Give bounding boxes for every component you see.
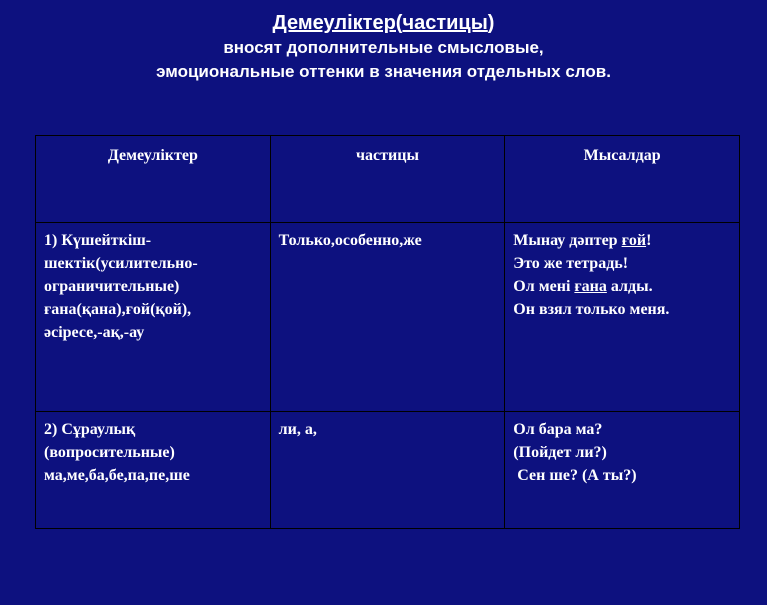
header-particles-kaz: Демеуліктер [36, 136, 271, 223]
subtitle-line-1: вносят дополнительные смысловые, [223, 38, 544, 57]
example-line: Сен ше? (А ты?) [513, 467, 637, 484]
cell-intensifying-type [36, 223, 271, 412]
cell-line: әсіресе,-ақ,-ау [44, 324, 145, 341]
cell-interrogative-type [36, 412, 271, 529]
title-part2: частицы [402, 12, 488, 34]
cell-line: 1) Күшейткіш- [44, 232, 152, 249]
example-line [513, 275, 731, 298]
table-row [36, 412, 740, 529]
cell-line: (вопросительные) [44, 444, 175, 461]
example-text: алды. [606, 278, 653, 295]
example-text: ! [646, 232, 652, 249]
cell-intensifying-particles: Только,особенно,же [270, 223, 505, 412]
header-particles-rus: частицы [270, 136, 505, 223]
header-examples: Мысалдар [505, 136, 740, 223]
example-line: Это же тетрадь! [513, 255, 629, 272]
example-line: Ол бара ма? [513, 421, 603, 438]
cell-interrogative-examples [505, 412, 740, 529]
title-part1: Демеуліктер( [272, 12, 403, 34]
title-part3: ) [487, 12, 495, 34]
example-line: (Пойдет ли?) [513, 444, 607, 461]
cell-line: шектік(усилительно- [44, 255, 198, 272]
example-text: Мынау дәптер [513, 232, 622, 249]
title-block [0, 10, 767, 84]
cell-line: ма,ме,ба,бе,па,пе,ше [44, 467, 190, 484]
particles-table [35, 135, 740, 529]
example-line: Он взял только меня. [513, 301, 670, 318]
slide-title [0, 10, 767, 36]
table-header-row [36, 136, 740, 223]
example-line [513, 229, 731, 252]
example-particle: ғой [621, 232, 647, 249]
example-text: Ол мені [513, 278, 575, 295]
cell-line: ғана(қана),ғой(қой), [44, 301, 192, 318]
cell-line: ограничительные) [44, 278, 180, 295]
subtitle-line-2: эмоциональные оттенки в значения отдельных слов. [156, 62, 611, 81]
example-particle: ғана [574, 278, 607, 295]
cell-line: 2) Сұраулық [44, 421, 136, 438]
cell-intensifying-examples [505, 223, 740, 412]
table-row [36, 223, 740, 412]
cell-interrogative-particles: ли, а, [270, 412, 505, 529]
